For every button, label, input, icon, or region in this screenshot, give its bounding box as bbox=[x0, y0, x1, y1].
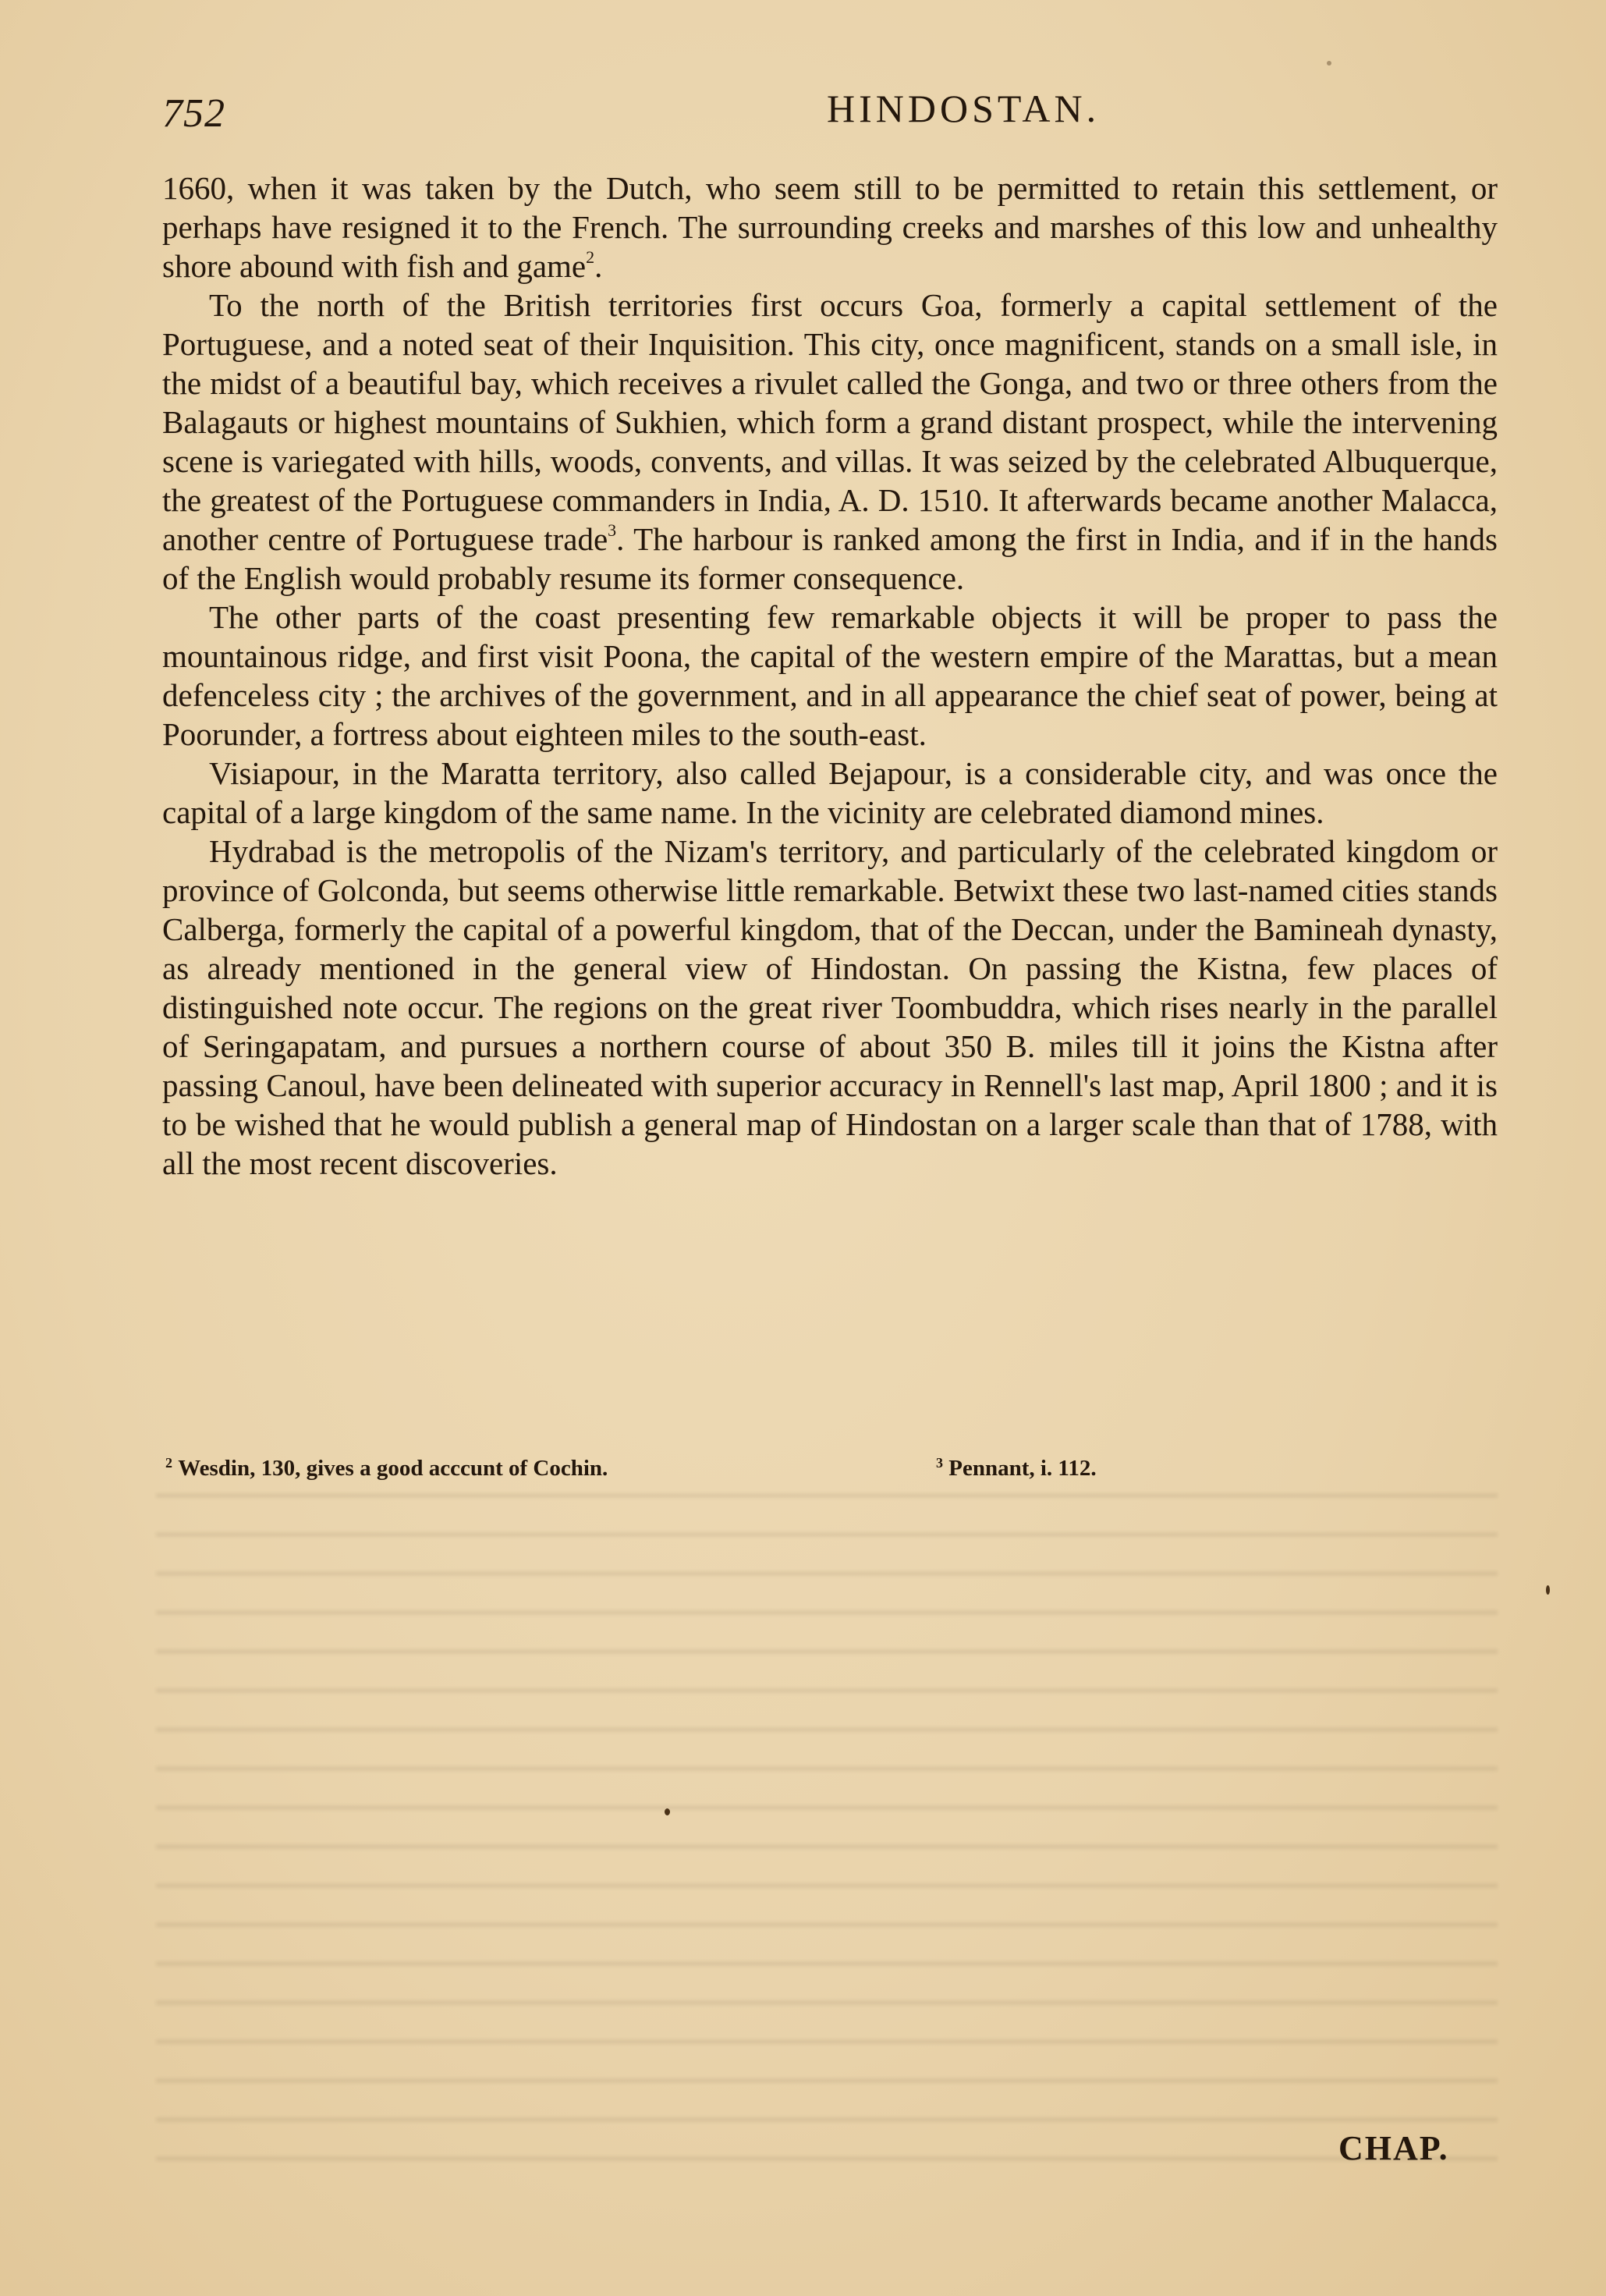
footnote-reference: 3 bbox=[608, 520, 617, 540]
paragraph: To the north of the British territories first occurs Goa, formerly a capital settlement of the Portuguese, and a noted seat of their Inquisition. This city, once magnificent, stands on a small isle, in the midst of a beautiful bay, which receives a rivulet called the Gonga, and two or three others from the Balagauts or highest mountains of Sukhien, which form a grand distant prospect, while the intervening scene is variegated with hills, woods, convents, and villas. It was seized by the celebrated Albuquerque, the greatest of the Portuguese commanders in India, A. D. 1510. It afterwards became another Malacca, another centre of Portuguese trade$^3$. The harbour is ranked among the first in India, and if in the hands of the English would probably resume its former consequence. bbox=[162, 287, 1498, 596]
footnote bbox=[936, 1456, 1097, 1482]
footnotes bbox=[165, 1456, 1335, 1495]
page-number: 752 bbox=[162, 91, 225, 136]
footnote-text: Wesdin, 130, gives a good acccunt of Cochin. bbox=[178, 1456, 608, 1481]
show-through-from-reverse bbox=[156, 1467, 1498, 2169]
ink-speck bbox=[665, 1808, 670, 1815]
running-header bbox=[162, 76, 1496, 139]
footnote bbox=[165, 1456, 608, 1482]
footnote-mark: 2 bbox=[165, 1455, 172, 1471]
ink-speck bbox=[1546, 1585, 1550, 1595]
paragraph: Visiapour, in the Maratta territory, also called Bejapour, is a considerable city, and was once the capital of a large kingdom of the same name. In the vicinity are celebrated diamond mines. bbox=[162, 755, 1498, 830]
running-head-title: HINDOSTAN. bbox=[827, 87, 1101, 130]
footnote-reference: 2 bbox=[586, 247, 595, 267]
footnote-text: Pennant, i. 112. bbox=[948, 1456, 1097, 1481]
main-text bbox=[162, 169, 1498, 1183]
catchword: CHAP. bbox=[1338, 2129, 1449, 2167]
ink-speck bbox=[1327, 61, 1331, 66]
paragraph: Hydrabad is the metropolis of the Nizam's territory, and particularly of the celebrated kingdom or province of Golconda, but seems otherwise little remarkable. Betwixt these two last-named cities stands Calberga, formerly the capital of a powerful kingdom, that of the Deccan, under the Bamineah dynasty, as already mentioned in the general view of Hindostan. On passing the Kistna, few places of distinguished note occur. The regions on the great river Toombuddra, which rises nearly in the parallel of Seringapatam, and pursues a northern course of about 350 B. miles till it joins the Kistna after passing Canoul, have been delineated with superior accuracy in Rennell's last map, April 1800 ; and it is to be wished that he would publish a general map of Hindostan on a larger scale than that of 1788, with all the most recent discoveries. bbox=[162, 833, 1498, 1181]
footnote-mark: 3 bbox=[936, 1455, 943, 1471]
paragraph: 1660, when it was taken by the Dutch, who seem still to be permitted to retain this settlement, or perhaps have resigned it to the French. The surrounding creeks and marshes of this low and unhealthy shore abound with fish and game$^2$. bbox=[162, 170, 1498, 284]
paragraph: The other parts of the coast presenting few remarkable objects it will be proper to pass the mountainous ridge, and first visit Poona, the capital of the western empire of the Marattas, but a mean defenceless city ; the archives of the government, and in all appearance the chief seat of power, being at Poorunder, a fortress about eighteen miles to the south-east. bbox=[162, 599, 1498, 752]
